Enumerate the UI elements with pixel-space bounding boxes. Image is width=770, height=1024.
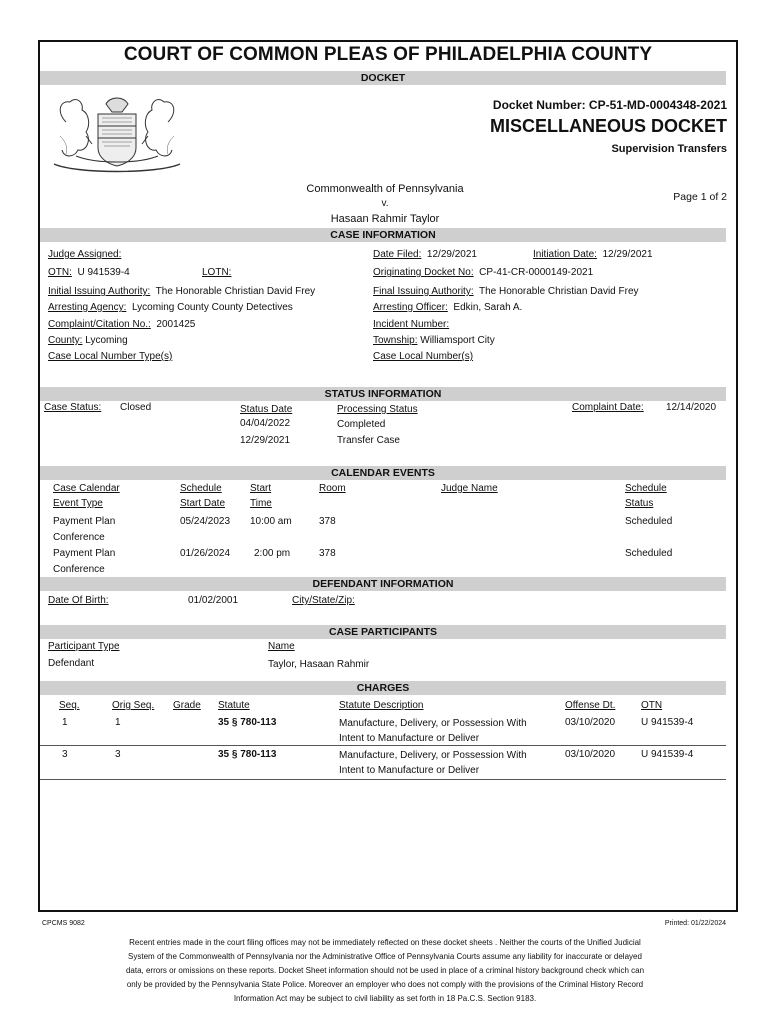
col-otn: OTN — [641, 700, 663, 711]
township-label: Township: — [373, 335, 418, 346]
final-authority-label: Final Issuing Authority: — [373, 286, 474, 297]
originating-docket-label: Originating Docket No: — [373, 267, 474, 278]
disclaimer-line-3: data, errors or omissions on these reports. Docket Sheet information should not be used in place of a criminal history background check which can — [125, 966, 645, 975]
case-local-type-label: Case Local Number Type(s) — [48, 351, 173, 362]
case-participants-heading: CASE PARTICIPANTS — [40, 625, 726, 639]
township: Williamsport City — [420, 335, 495, 346]
case-information-heading: CASE INFORMATION — [40, 228, 726, 242]
event-2-date: 01/26/2024 — [180, 548, 231, 559]
charge-divider — [40, 745, 726, 746]
charge-1-orig-seq: 1 — [115, 717, 121, 728]
calendar-events-heading: CALENDAR EVENTS — [40, 466, 726, 480]
court-title: COURT OF COMMON PLEAS OF PHILADELPHIA COUNTY — [123, 44, 653, 65]
disclaimer-line-4: only be provided by the Pennsylvania State Police. Moreover an employer who does not comply with the provisions of the Criminal History Record — [126, 980, 644, 989]
status-date-label: Status Date — [240, 404, 293, 415]
charge-2-otn: U 941539-4 — [641, 749, 694, 760]
participant-name: Taylor, Hasaan Rahmir — [268, 659, 370, 670]
final-authority: The Honorable Christian David Frey — [479, 286, 639, 297]
arresting-agency: Lycoming County County Detectives — [131, 302, 293, 313]
caption-plaintiff: Commonwealth of Pennsylvania — [306, 183, 464, 195]
participant-type-label: Participant Type — [48, 641, 120, 652]
event-1-type-line-2: Conference — [53, 532, 105, 543]
event-2-status: Scheduled — [625, 548, 673, 559]
charge-1-seq: 1 — [62, 717, 68, 728]
processing-status-2: Transfer Case — [337, 435, 400, 446]
event-1-type-line-1: Payment Plan — [53, 516, 116, 527]
county: Lycoming — [85, 335, 128, 346]
initiation-date-label: Initiation Date: — [533, 249, 597, 260]
col-statute: Statute — [218, 700, 250, 711]
case-local-number-label: Case Local Number(s) — [373, 351, 474, 362]
complaint-date: 12/14/2020 — [666, 402, 717, 413]
charge-2-statute: 35 § 780-113 — [218, 749, 277, 760]
originating-docket: CP-41-CR-0000149-2021 — [479, 267, 594, 278]
col-room: Room — [319, 483, 346, 494]
col-start-2: Time — [250, 498, 272, 509]
charges-end-divider — [40, 779, 726, 780]
dob-label: Date Of Birth: — [48, 595, 109, 606]
charge-1-desc-line-1: Manufacture, Delivery, or Possession With — [339, 718, 527, 729]
event-2-room: 378 — [319, 548, 336, 559]
docket-number: Docket Number: CP-51-MD-0004348-2021 — [492, 98, 727, 112]
col-schedule-1: Schedule — [180, 483, 222, 494]
col-offense-date: Offense Dt. — [565, 700, 616, 711]
col-judge-name: Judge Name — [441, 483, 498, 494]
docket-type: MISCELLANEOUS DOCKET — [489, 116, 727, 136]
incident-number-label: Incident Number: — [373, 319, 450, 330]
status-date-1: 04/04/2022 — [240, 418, 291, 429]
col-start-1: Start — [250, 483, 272, 494]
event-1-date: 05/24/2023 — [180, 516, 231, 527]
otn-label: OTN: — [48, 267, 72, 278]
charge-2-desc-line-1: Manufacture, Delivery, or Possession With — [339, 750, 527, 761]
event-1-time: 10:00 am — [250, 516, 292, 527]
participant-type: Defendant — [48, 658, 95, 669]
defendant-information-heading: DEFENDANT INFORMATION — [40, 577, 726, 591]
charges-heading: CHARGES — [40, 681, 726, 695]
event-1-status: Scheduled — [625, 516, 673, 527]
complaint-citation-label: Complaint/Citation No.: — [48, 319, 151, 330]
charge-1-desc-line-2: Intent to Manufacture or Deliver — [339, 733, 480, 744]
col-sched-status-2: Status — [625, 498, 654, 509]
city-state-zip-label: City/State/Zip: — [292, 595, 355, 606]
charge-1-otn: U 941539-4 — [641, 717, 694, 728]
dob: 01/02/2001 — [188, 595, 239, 606]
charge-2-offense-date: 03/10/2020 — [565, 749, 616, 760]
participant-name-label: Name — [268, 641, 295, 652]
charge-2-seq: 3 — [62, 749, 68, 760]
status-information-heading: STATUS INFORMATION — [40, 387, 726, 401]
disclaimer-line-5: Information Act may be subject to civil liability as set forth in 18 Pa.C.S. Section 9183. — [233, 994, 537, 1003]
initial-authority: The Honorable Christian David Frey — [155, 286, 316, 297]
printed-date: Printed: 01/22/2024 — [664, 920, 726, 927]
col-sched-status-1: Schedule — [625, 483, 667, 494]
charge-2-orig-seq: 3 — [115, 749, 121, 760]
event-1-room: 378 — [319, 516, 336, 527]
lotn-label: LOTN: — [202, 267, 232, 278]
event-2-type-line-2: Conference — [53, 564, 105, 575]
date-filed: 12/29/2021 — [426, 249, 477, 260]
initiation-date: 12/29/2021 — [602, 249, 653, 260]
otn-value: U 941539-4 — [77, 267, 130, 278]
charge-2-desc-line-2: Intent to Manufacture or Deliver — [339, 765, 480, 776]
disclaimer-line-1: Recent entries made in the court filing offices may not be immediately reflected on these docket sheets . Neither the courts of the Unified Judicial — [129, 938, 641, 947]
form-id: CPCMS 9082 — [42, 920, 85, 927]
date-filed-label: Date Filed: — [373, 249, 422, 260]
col-grade: Grade — [173, 700, 201, 711]
processing-status-1: Completed — [337, 419, 386, 430]
col-statute-description: Statute Description — [339, 700, 424, 711]
caption-versus: v. — [381, 198, 389, 209]
arresting-officer-label: Arresting Officer: — [373, 302, 448, 313]
arresting-agency-label: Arresting Agency: — [48, 302, 127, 313]
col-orig-seq: Orig Seq. — [112, 700, 155, 711]
docket-subtype: Supervision Transfers — [611, 143, 727, 155]
county-label: County: — [48, 335, 83, 346]
charge-1-statute: 35 § 780-113 — [218, 717, 277, 728]
col-seq: Seq. — [59, 700, 80, 711]
processing-status-label: Processing Status — [337, 404, 418, 415]
caption-defendant: Hasaan Rahmir Taylor — [330, 213, 440, 225]
disclaimer-line-2: System of the Commonwealth of Pennsylvania nor the Administrative Office of Pennsylvania Courts assume any liability for inaccurate or delayed — [128, 952, 642, 961]
complaint-date-label: Complaint Date: — [572, 402, 644, 413]
initial-authority-label: Initial Issuing Authority: — [48, 286, 151, 297]
complaint-citation: 2001425 — [156, 319, 196, 330]
charge-1-offense-date: 03/10/2020 — [565, 717, 616, 728]
event-2-time: 2:00 pm — [254, 548, 291, 559]
case-status-label: Case Status: — [44, 402, 102, 413]
col-event-type-1: Case Calendar — [53, 483, 120, 494]
event-2-type-line-1: Payment Plan — [53, 548, 116, 559]
docket-bar: DOCKET — [40, 71, 726, 85]
case-status: Closed — [120, 402, 152, 413]
judge-assigned-label: Judge Assigned: — [48, 249, 122, 260]
status-date-2: 12/29/2021 — [240, 435, 291, 446]
pennsylvania-seal-icon — [46, 92, 188, 176]
arresting-officer: Edkin, Sarah A. — [453, 302, 523, 313]
page-number: Page 1 of 2 — [673, 191, 727, 203]
col-schedule-2: Start Date — [180, 498, 226, 509]
col-event-type-2: Event Type — [53, 498, 103, 509]
